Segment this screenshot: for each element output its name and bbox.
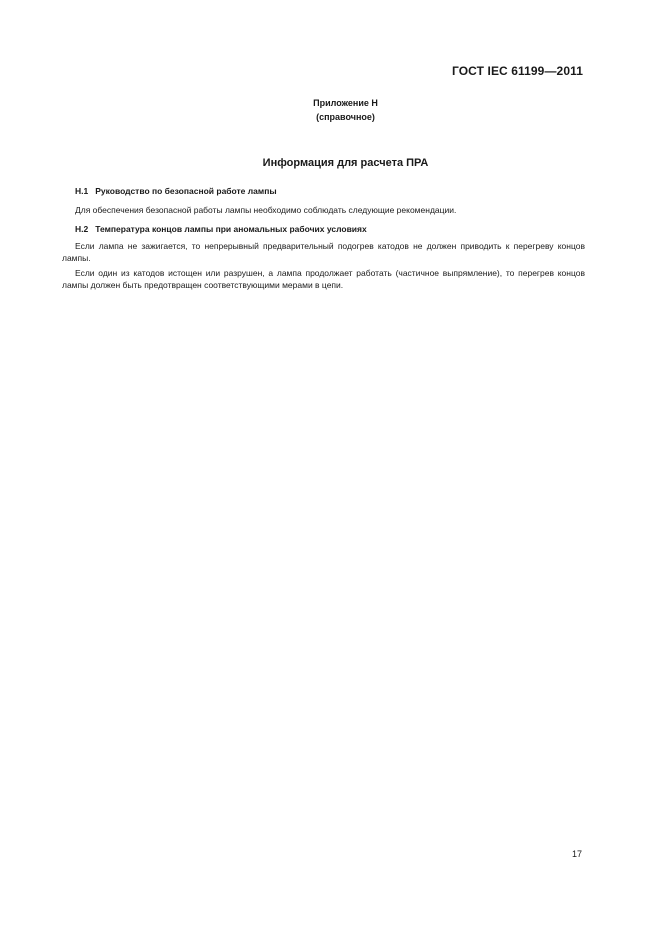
document-code: ГОСТ IEC 61199—2011	[452, 64, 583, 78]
paragraph: Если лампа не зажигается, то непрерывный предварительный подогрев катодов не должен приводить к перегреву концов лампы.	[62, 241, 585, 263]
annex-header	[0, 96, 661, 124]
section-number: Н.2	[75, 224, 89, 234]
page-number: 17	[571, 849, 582, 859]
section-heading-text: Температура концов лампы при аномальных рабочих условиях	[95, 224, 367, 234]
section-number: Н.1	[75, 186, 89, 196]
annex-label: Приложение Н	[313, 98, 378, 108]
paragraph: Для обеспечения безопасной работы лампы необходимо соблюдать следующие рекомендации.	[75, 205, 457, 215]
annex-status: (справочное)	[316, 112, 375, 122]
section-heading-h2	[75, 224, 367, 234]
section-heading-h1	[75, 186, 277, 196]
section-heading-text: Руководство по безопасной работе лампы	[95, 186, 277, 196]
annex-title: Информация для расчета ПРА	[262, 157, 429, 169]
paragraph: Если один из катодов истощен или разрушен, а лампа продолжает работать (частичное выпрямление), то перегрев концов лампы должен быть предотвращен соответствующими мерами в цепи.	[62, 268, 585, 290]
